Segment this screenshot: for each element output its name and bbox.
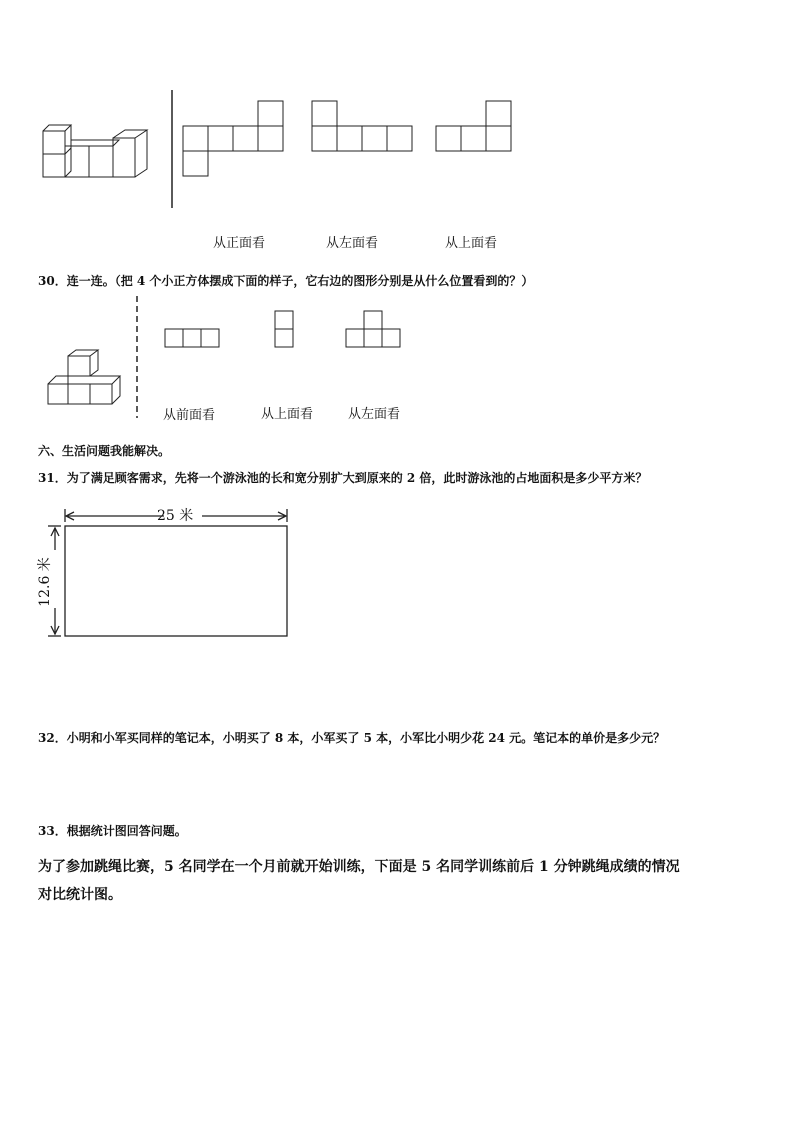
q29-view-shape-1 bbox=[182, 100, 287, 178]
q29-cube-stack-figure bbox=[40, 124, 160, 184]
q30-view-shape-2 bbox=[274, 310, 296, 350]
q29-label-top: 从上面看 bbox=[445, 236, 498, 251]
q30-label-left: 从左面看 bbox=[348, 407, 401, 422]
q30-view-shape-1 bbox=[164, 328, 222, 350]
q31-question: 31．为了满足顾客需求，先将一个游泳池的长和宽分别扩大到原来的 2 倍，此时游泳池的占地面积是多少平方米？ bbox=[38, 471, 648, 485]
q30-dashed-divider bbox=[135, 296, 139, 420]
q31-width-label: 12.6 米 bbox=[36, 557, 53, 607]
q31-pool-diagram bbox=[44, 508, 294, 638]
q32-question: 32．小明和小军买同样的笔记本，小明买了 8 本，小军买了 5 本，小军比小明少花 24 元。笔记本的单价是多少元？ bbox=[38, 731, 666, 745]
q33-description-line-2: 对比统计图。 bbox=[38, 887, 122, 903]
q30-question: 30．连一连。（把 4 个小正方体摆成下面的样子，它右边的图形分别是从什么位置看到的？） bbox=[38, 274, 534, 288]
q30-label-front: 从前面看 bbox=[163, 408, 216, 423]
q30-view-shape-3 bbox=[345, 310, 403, 350]
section-heading: 六、生活问题我能解决。 bbox=[38, 444, 171, 458]
q29-view-shape-2 bbox=[311, 100, 415, 154]
q29-divider-line bbox=[170, 90, 174, 210]
q30-cube-figure bbox=[46, 348, 126, 408]
q30-label-top: 从上面看 bbox=[261, 407, 314, 422]
q33-title: 33．根据统计图回答问题。 bbox=[38, 824, 187, 838]
q29-label-front: 从正面看 bbox=[213, 236, 266, 251]
q31-length-label: 25 米 bbox=[157, 508, 194, 524]
q33-description-line-1: 为了参加跳绳比赛，5 名同学在一个月前就开始训练，下面是 5 名同学训练前后 1 分钟跳绳成绩的情况 bbox=[38, 859, 680, 875]
q29-label-left: 从左面看 bbox=[326, 236, 379, 251]
q29-view-shape-3 bbox=[435, 100, 515, 154]
